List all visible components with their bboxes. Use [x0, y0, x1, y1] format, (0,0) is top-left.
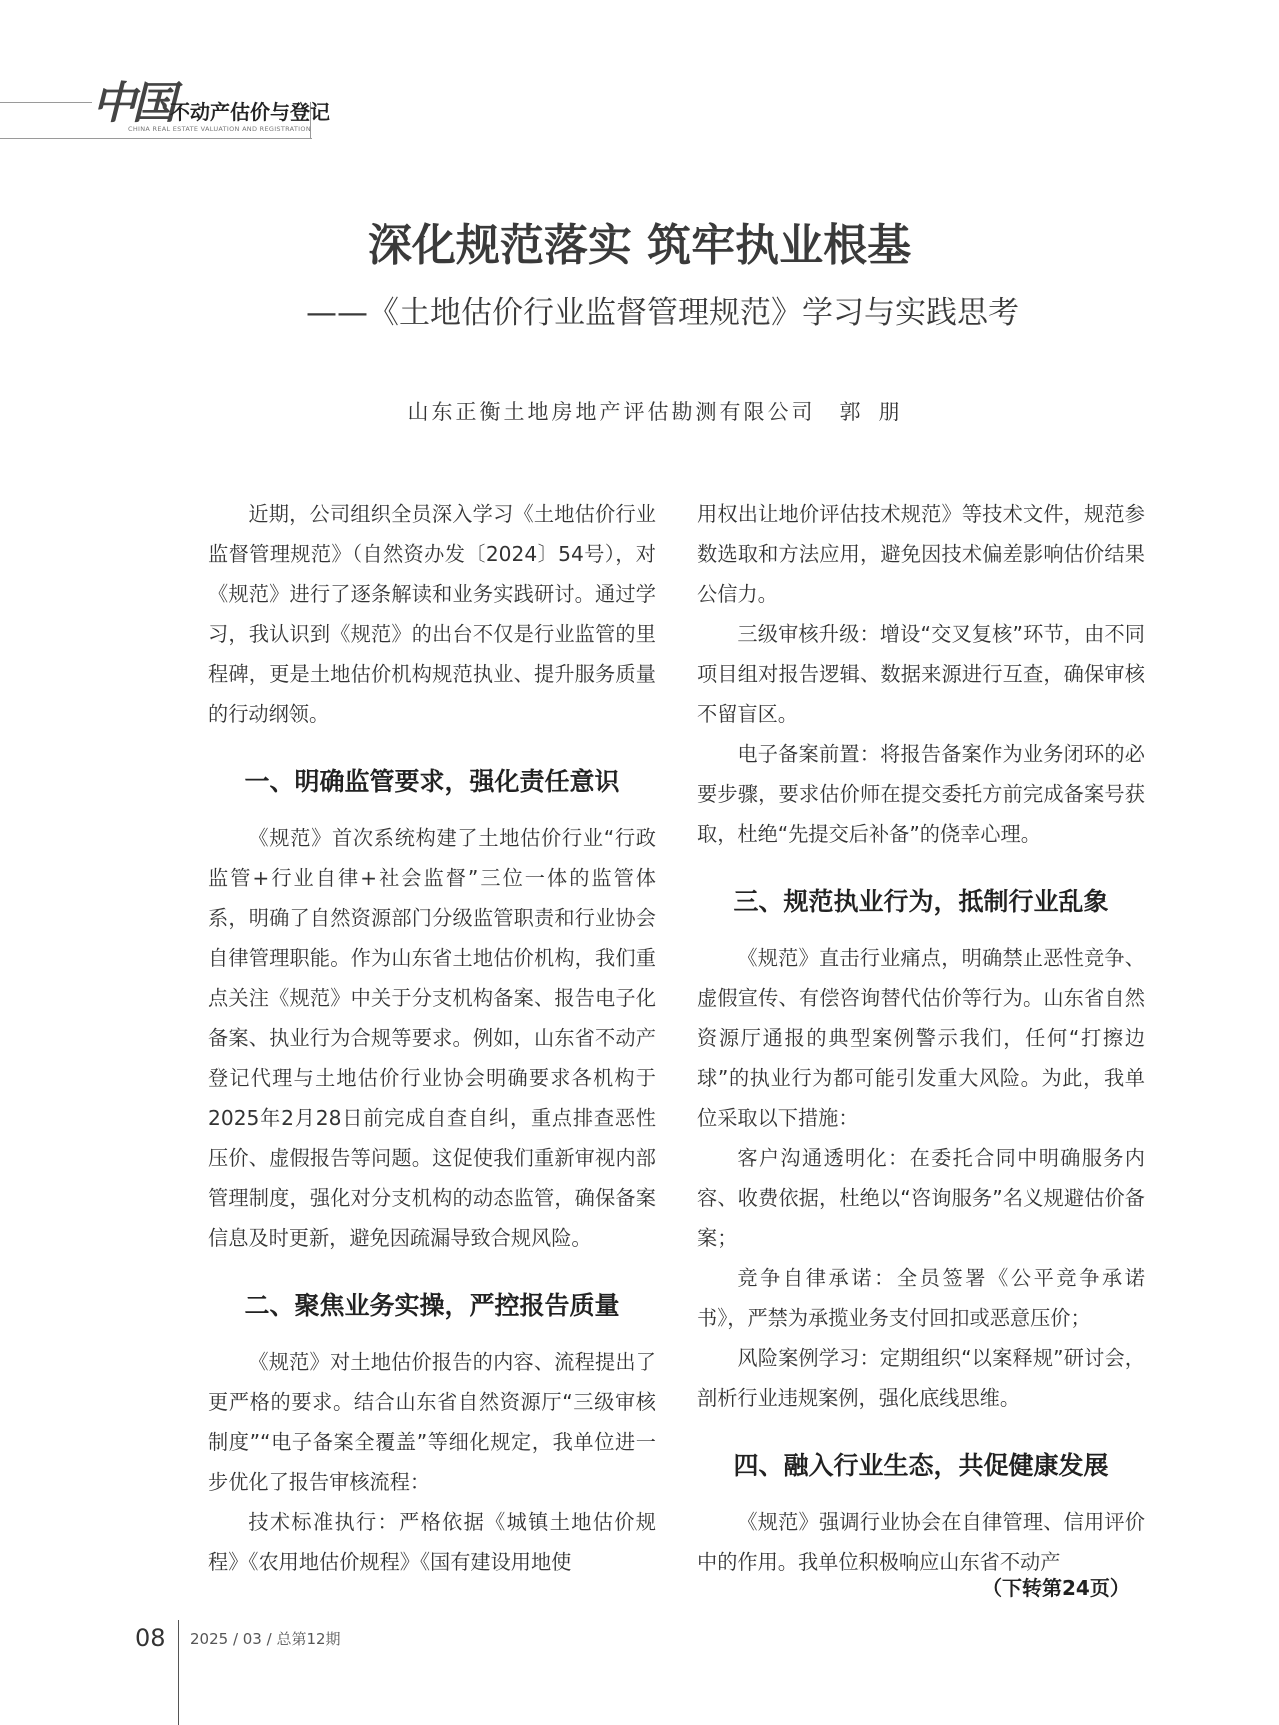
right-column [697, 494, 1145, 1582]
intro-paragraph: 近期，公司组织全员深入学习《土地估价行业监督管理规范》（自然资办发〔2024〕54号），对《规范》进行了逐条解读和业务实践研讨。通过学习，我认识到《规范》的出台不仅是行业监管的里程碑，更是土地估价机构规范执业、提升服务质量的行动纲领。 [208, 502, 656, 726]
journal-title: 不动产估价与登记 [170, 100, 330, 124]
section-heading-2: 二、聚焦业务实操，严控报告质量 [244, 1291, 620, 1320]
header-rule-bottom [0, 138, 312, 139]
section-heading-3: 三、规范执业行为，抵制行业乱象 [733, 887, 1109, 916]
page-number: 08 [135, 1624, 166, 1652]
continued-paragraph: 用权出让地价评估技术规范》等技术文件，规范参数选取和方法应用，避免因技术偏差影响估价结果公信力。 [697, 502, 1145, 606]
journal-logo: 中国 [92, 78, 172, 129]
section2-paragraph-2: 技术标准执行：严格依据《城镇土地估价规程》《农用地估价规程》《国有建设用地使 [208, 1510, 656, 1574]
footer-divider [178, 1620, 179, 1725]
article-title: 深化规范落实 筑牢执业根基 [367, 220, 912, 271]
continued-on-page-note: （下转第24页） [982, 1576, 1130, 1600]
author-org: 山东正衡土地房地产评估勘测有限公司 [407, 400, 816, 424]
review-upgrade-paragraph: 三级审核升级：增设“交叉复核”环节，由不同项目组对报告逻辑、数据来源进行互查，确保审核不留盲区。 [697, 622, 1145, 726]
issue-info: 2025 / 03 / 总第12期 [190, 1630, 341, 1648]
section2-paragraph-1: 《规范》对土地估价报告的内容、流程提出了更严格的要求。结合山东省自然资源厅“三级审核制度”“电子备案全覆盖”等细化规定，我单位进一步优化了报告审核流程： [208, 1350, 656, 1494]
header-rule-left [0, 102, 92, 103]
author-line [0, 396, 1279, 426]
section-heading-1: 一、明确监管要求，强化责任意识 [244, 767, 620, 796]
section-heading-4: 四、融入行业生态，共促健康发展 [733, 1451, 1109, 1480]
left-column [208, 494, 656, 1582]
e-filing-paragraph: 电子备案前置：将报告备案作为业务闭环的必要步骤，要求估价师在提交委托方前完成备案号获取，杜绝“先提交后补备”的侥幸心理。 [697, 742, 1145, 846]
section3-paragraph-3: 竞争自律承诺：全员签署《公平竞争承诺书》，严禁为承揽业务支付回扣或恶意压价； [697, 1266, 1145, 1330]
section4-paragraph: 《规范》强调行业协会在自律管理、信用评价中的作用。我单位积极响应山东省不动产 [697, 1510, 1145, 1574]
section1-paragraph: 《规范》首次系统构建了土地估价行业“行政监管+行业自律+社会监督”三位一体的监管体系，明确了自然资源部门分级监管职责和行业协会自律管理职能。作为山东省土地估价机构，我们重点关注《规范》中关于分支机构备案、报告电子化备案、执业行为合规等要求。例如，山东省不动产登记代理与土地估价行业协会明确要求各机构于2025年2月28日前完成自查自纠，重点排查恶性压价、虚假报告等问题。这促使我们重新审视内部管理制度，强化对分支机构的动态监管，确保备案信息及时更新，避免因疏漏导致合规风险。 [208, 826, 656, 1250]
journal-english-title: CHINA REAL ESTATE VALUATION AND REGISTRATION [128, 125, 311, 133]
article-subtitle: ——《土地估价行业监督管理规范》学习与实践思考 [306, 295, 1019, 331]
section3-paragraph-4: 风险案例学习：定期组织“以案释规”研讨会，剖析行业违规案例，强化底线思维。 [697, 1346, 1145, 1410]
author-name: 郭朋 [839, 400, 918, 424]
section3-paragraph-2: 客户沟通透明化：在委托合同中明确服务内容、收费依据，杜绝以“咨询服务”名义规避估价备案； [697, 1146, 1145, 1250]
section3-paragraph-1: 《规范》直击行业痛点，明确禁止恶性竞争、虚假宣传、有偿咨询替代估价等行为。山东省自然资源厅通报的典型案例警示我们，任何“打擦边球”的执业行为都可能引发重大风险。为此，我单位采取以下措施： [697, 946, 1145, 1130]
